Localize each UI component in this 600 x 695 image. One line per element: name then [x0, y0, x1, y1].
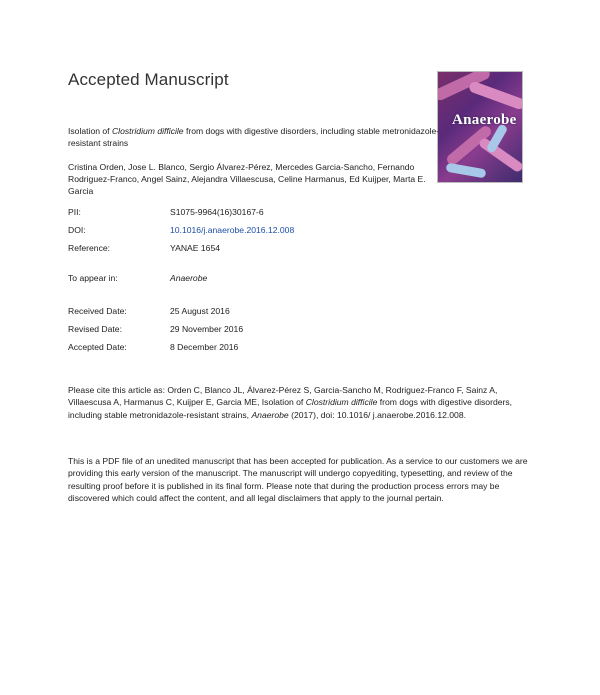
citation-paragraph [68, 384, 528, 421]
citation-text-2: from dogs with digestive disorders, including stable metronidazole-resistant strains, [68, 397, 513, 420]
received-value: 25 August 2016 [170, 306, 230, 316]
cover-bacteria-rod [468, 80, 522, 110]
title-text: Isolation of [68, 126, 112, 136]
revised-label: Revised Date: [68, 324, 122, 334]
citation-text: Please cite this article as: Orden C, Blanco JL, Álvarez-Pérez S, Garcia-Sancho M, Rodriguez-Franco F, Sainz A, Villaescusa A, Harmanus C, Kuijper E, Garcia ME, Isolation of [68, 385, 498, 408]
pii-label: PII: [68, 207, 81, 217]
title-text-rest: from dogs with digestive disorders, including stable metronidazole-resistant strains [68, 126, 440, 148]
pii-value: S1075-9964(16)30167-6 [170, 207, 264, 217]
cover-bacteria-rod [446, 163, 487, 179]
received-label: Received Date: [68, 306, 127, 316]
cover-journal-title: Anaerobe [452, 112, 517, 128]
author-list: Cristina Orden, Jose L. Blanco, Sergio Álvarez-Pérez, Mercedes Garcia-Sancho, Fernando Rodriguez-Franco, Angel Sainz, Alejandra Villaescusa, Celine Harmanus, Ed Kuijper, Marta E. Garcia [68, 162, 426, 196]
accepted-value: 8 December 2016 [170, 342, 239, 352]
citation-species: Clostridium difficile [305, 397, 378, 408]
appear-value: Anaerobe [170, 273, 208, 283]
title-species: Clostridium difficile [111, 126, 184, 136]
citation-text-3: (2017), doi: 10.1016/ j.anaerobe.2016.12.008. [288, 409, 466, 420]
citation-journal: Anaerobe [251, 409, 289, 420]
article-title [68, 125, 440, 149]
journal-cover-image [438, 72, 522, 182]
doi-label: DOI: [68, 225, 86, 235]
reference-value: YANAE 1654 [170, 243, 221, 253]
page-heading: Accepted Manuscript [68, 70, 229, 89]
accepted-label: Accepted Date: [68, 342, 127, 352]
reference-label: Reference: [68, 243, 111, 253]
revised-value: 29 November 2016 [170, 324, 244, 334]
doi-link[interactable]: 10.1016/j.anaerobe.2016.12.008 [170, 225, 295, 235]
disclaimer-paragraph: This is a PDF file of an unedited manuscript that has been accepted for publication. As a service to our customers we are providing this early version of the manuscript. The manuscript will undergo copyediting, typesetting, and review of the resulting proof before it is published in its final form. Please note that during the production process errors may be discovered which could affect the content, and all legal disclaimers that apply to the journal pertain. [68, 456, 528, 504]
appear-label: To appear in: [68, 273, 118, 283]
